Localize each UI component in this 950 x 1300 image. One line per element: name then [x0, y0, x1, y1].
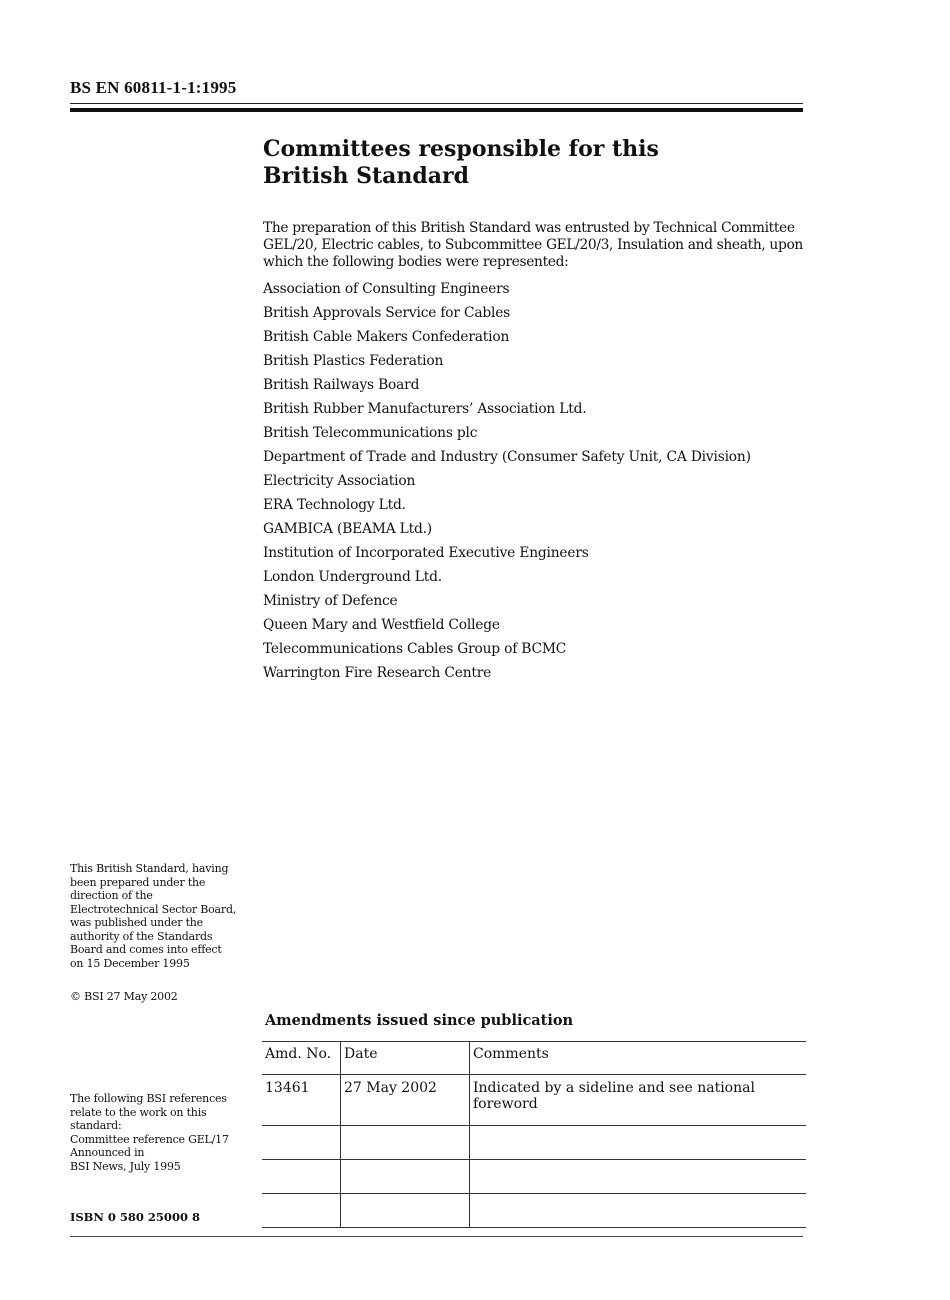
publication-note-line: This British Standard, having: [70, 862, 229, 875]
table-cell-comments: [470, 1126, 807, 1160]
table-cell-comments: Indicated by a sideline and see national foreword: [470, 1075, 807, 1126]
table-cell-amd-no: 13461: [262, 1075, 341, 1126]
publication-note-line: authority of the Standards: [70, 929, 213, 943]
page-title-line-2: British Standard: [263, 163, 470, 189]
list-item: British Railways Board: [263, 377, 420, 393]
list-item: GAMBICA (BEAMA Ltd.): [263, 521, 432, 537]
table-row: [262, 1075, 806, 1126]
table-cell-amd-no: [262, 1126, 341, 1160]
represented-bodies-list: [263, 277, 751, 685]
publication-note-line: direction of the: [70, 889, 153, 902]
amendments-heading: Amendments issued since publication: [265, 1012, 574, 1029]
list-item: British Rubber Manufacturers’ Association Ltd.: [263, 401, 587, 417]
list-item: British Plastics Federation: [263, 353, 444, 369]
footer-rule: [70, 1236, 803, 1237]
table-row: [262, 1126, 806, 1160]
references-note-line: standard:: [70, 1119, 122, 1132]
table-row: [262, 1194, 806, 1228]
list-item: Department of Trade and Industry (Consumer Safety Unit, CA Division): [263, 449, 751, 465]
list-item: Queen Mary and Westfield College: [263, 617, 500, 633]
column-header-date: Date: [341, 1042, 470, 1075]
list-item: British Approvals Service for Cables: [263, 305, 511, 321]
copyright-notice: © BSI 27 May 2002: [70, 990, 178, 1003]
list-item: London Underground Ltd.: [263, 569, 442, 585]
list-item: British Telecommunications plc: [263, 425, 478, 441]
page-title: [263, 136, 803, 190]
publication-note: [70, 862, 245, 970]
table-header-row: [262, 1042, 806, 1075]
amendments-table: [262, 1041, 806, 1228]
publication-note-line: on 15 December 1995: [70, 956, 190, 970]
list-item: Ministry of Defence: [263, 593, 398, 609]
publication-note-line: Electrotechnical Sector Board,: [70, 902, 237, 916]
list-item: ERA Technology Ltd.: [263, 497, 406, 513]
table-cell-amd-no: [262, 1194, 341, 1228]
table-row: [262, 1160, 806, 1194]
list-item: Institution of Incorporated Executive Engineers: [263, 545, 589, 561]
publication-note-line: was published under the: [70, 916, 203, 929]
intro-paragraph: The preparation of this British Standard was entrusted by Technical Committee GEL/20, Electric cables, to Subcommittee GEL/20/3, Insulation and sheath, upon which the following bodies were represented:: [263, 220, 803, 270]
table-cell-date: 27 May 2002: [341, 1075, 470, 1126]
publication-note-line: been prepared under the: [70, 875, 206, 889]
references-note-line: Announced in: [70, 1146, 145, 1159]
list-item: Warrington Fire Research Centre: [263, 665, 492, 681]
list-item: Association of Consulting Engineers: [263, 281, 510, 297]
table-cell-date: [341, 1160, 470, 1194]
bsi-references-note: [70, 1092, 245, 1173]
column-header-comments: Comments: [470, 1042, 807, 1075]
list-item: Telecommunications Cables Group of BCMC: [263, 641, 567, 657]
list-item: Electricity Association: [263, 473, 416, 489]
table-cell-date: [341, 1194, 470, 1228]
references-note-line: The following BSI references: [70, 1092, 227, 1105]
header-rule-thick: [70, 108, 803, 112]
publication-note-line: Board and comes into effect: [70, 943, 222, 956]
list-item: British Cable Makers Confederation: [263, 329, 510, 345]
column-header-amd-no: Amd. No.: [262, 1042, 341, 1075]
page-title-line-1: Committees responsible for this: [263, 136, 659, 162]
isbn: ISBN 0 580 25000 8: [70, 1210, 200, 1224]
table-cell-comments: [470, 1160, 807, 1194]
standard-number: BS EN 60811-1-1:1995: [70, 78, 237, 97]
references-note-line: relate to the work on this: [70, 1105, 207, 1119]
references-note-line: BSI News, July 1995: [70, 1159, 181, 1173]
references-note-line: Committee reference GEL/17: [70, 1132, 229, 1146]
table-cell-amd-no: [262, 1160, 341, 1194]
table-cell-comments: [470, 1194, 807, 1228]
header-rule-thin: [70, 103, 803, 104]
table-cell-date: [341, 1126, 470, 1160]
